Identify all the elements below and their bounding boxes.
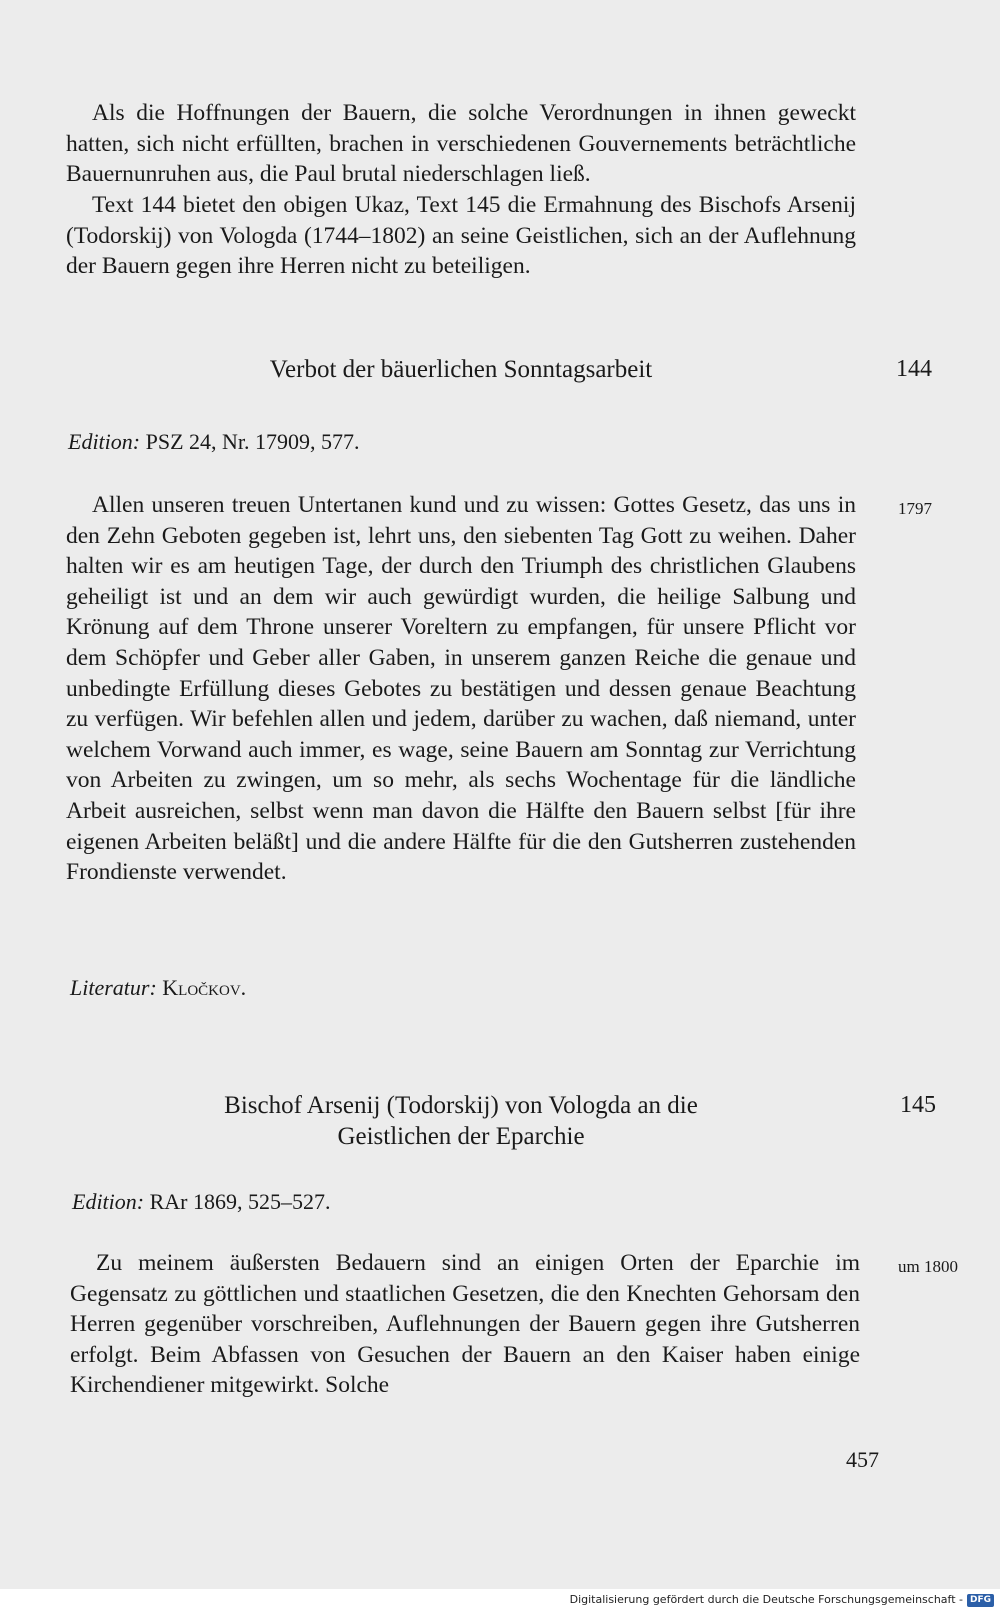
doc-145-title xyxy=(66,1090,856,1152)
literature-value: Kločkov. xyxy=(162,975,247,1000)
doc-144-number: 144 xyxy=(896,356,932,382)
doc-145-edition xyxy=(72,1188,331,1216)
doc-144-title: Verbot der bäuerlichen Sonntagsarbeit xyxy=(269,356,653,383)
edition-label: Edition: xyxy=(72,1189,145,1214)
doc-145-year: um 1800 xyxy=(898,1257,958,1276)
edition-label: Edition: xyxy=(68,429,141,454)
doc-145-body: Zu meinem äußersten Bedauern sind an einigen Orten der Eparchie im Gegensatz zu göttlichen und staatlichen Gesetzen, die den Knechten Gehorsam den Herren gegenüber vorschreiben, Auflehnungen der Bauern gegen ihre Gutsherren erfolgt. Beim Abfassen von Gesuchen der Bauern an den Kaiser haben einige Kirchendiener mitgewirkt. Solche xyxy=(70,1250,860,1399)
edition-value: RAr 1869, 525–527. xyxy=(149,1189,331,1214)
doc-144-body: Allen unseren treuen Untertanen kund und zu wissen: Gottes Gesetz, das uns in den Zehn Geboten gegeben ist, lehrt uns, den siebenten Tag Gott zu weihen. Daher halten wir es am heutigen Tage, der durch den Triumph des christlichen Glaubens geheiligt ist und an dem wir auch gewürdigt wurden, die heilige Salbung und Krönung auf dem Throne unserer Voreltern zu empfangen, für unsere Pflicht vor dem Schöpfer und Geber aller Gaben, in unserem ganzen Reiche die genaue und unbedingte Erfüllung dieses Gebotes zu bestätigen und dessen genaue Beachtung zu verfügen. Wir befehlen allen und jedem, darüber zu wachen, daß niemand, unter welchem Vorwand auch immer, es wage, seine Bauern am Sonntag zur Verrichtung von Arbeiten zu zwingen, um so mehr, als sechs Wochentage für die ländliche Arbeit ausreichen, selbst wenn man davon die Hälfte den Bauern selbst [für ihre eigenen Arbeiten beläßt] und die andere Hälfte für die den Gutsherren zustehenden Frondienste verwendet. xyxy=(66,492,856,886)
intro-paragraph-1: Als die Hoffnungen der Bauern, die solche Verordnungen in ihnen geweckt hatten, sich nicht erfüllten, brachen in verschiedenen Gouvernements beträchtliche Bauernunruhen aus, die Paul brutal niederschlagen ließ. xyxy=(66,100,856,188)
doc-144-literature xyxy=(70,974,246,1002)
footer-bar xyxy=(0,1589,1000,1611)
doc-145-title-line-2: Geistlichen der Eparchie xyxy=(337,1123,585,1150)
literature-label: Literatur: xyxy=(70,975,157,1000)
footer-text: Digitalisierung gefördert durch die Deutsche Forschungsgemeinschaft - xyxy=(569,1593,963,1606)
doc-145-number: 145 xyxy=(900,1092,936,1118)
intro-paragraph-2: Text 144 bietet den obigen Ukaz, Text 145 die Ermahnung des Bischofs Arsenij (Todorskij) von Vologda (1744–1802) an seine Geistlichen, sich an der Auflehnung der Bauern gegen ihre Herren nicht zu beteiligen. xyxy=(66,192,856,280)
page-number: 457 xyxy=(846,1447,879,1472)
doc-144-edition xyxy=(68,428,360,456)
edition-value: PSZ 24, Nr. 17909, 577. xyxy=(145,429,360,454)
dfg-logo-icon: DFG xyxy=(967,1594,994,1607)
doc-145-title-line-1: Bischof Arsenij (Todorskij) von Vologda an die xyxy=(224,1092,698,1119)
doc-144-year: 1797 xyxy=(898,499,932,518)
